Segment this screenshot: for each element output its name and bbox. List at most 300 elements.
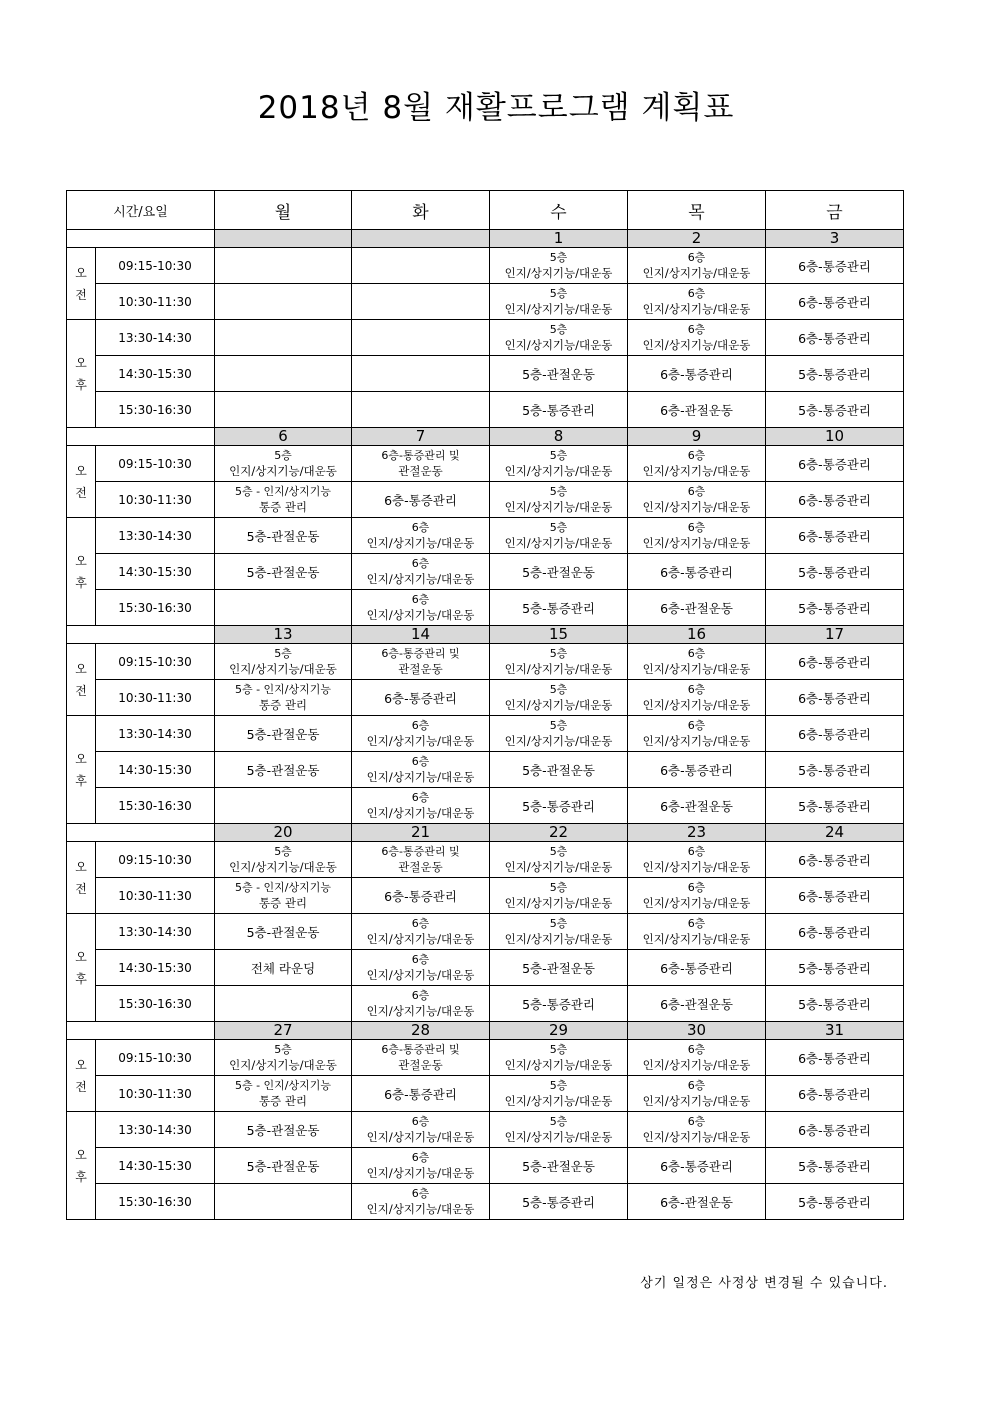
program-line-1: 6층 (411, 592, 430, 606)
program-cell-thu (628, 248, 766, 284)
schedule-body (67, 230, 904, 1220)
program-text: 6층-관절운동 (660, 600, 733, 616)
program-text: 6층-관절운동 (660, 798, 733, 814)
time-slot-label: 14:30-15:30 (96, 554, 215, 590)
program-cell-mon (215, 950, 352, 986)
date-cell-tue: 14 (352, 626, 490, 644)
program-cell-wed (490, 1076, 628, 1112)
program-line-2: 인지/상지기능/대운동 (366, 1129, 475, 1144)
program-text: 5층-통증관리 (798, 402, 871, 418)
program-cell-wed (490, 914, 628, 950)
program-cell-mon (215, 842, 352, 878)
program-cell-fri (766, 752, 904, 788)
program-line-1: 6층 (411, 1114, 430, 1128)
day-header-mon: 월 (215, 191, 352, 230)
program-line-1: 6층 (687, 448, 706, 462)
program-cell-wed (490, 356, 628, 392)
program-line-2: 통증 관리 (258, 697, 308, 712)
program-line-2: 인지/상지기능/대운동 (504, 1129, 613, 1144)
period-am: 오 전 (67, 1040, 96, 1112)
program-cell-mon (215, 986, 352, 1022)
program-text: 5층-통증관리 (522, 1194, 595, 1210)
program-text: 5층-관절운동 (522, 366, 595, 382)
program-line-2: 인지/상지기능/대운동 (504, 463, 613, 478)
program-cell-thu (628, 914, 766, 950)
program-cell-mon (215, 1148, 352, 1184)
program-cell-fri (766, 518, 904, 554)
program-text: 6층-통증관리 (384, 1086, 457, 1102)
time-slot-row (67, 1148, 904, 1184)
program-cell-fri (766, 320, 904, 356)
period-pm: 오 후 (67, 716, 96, 824)
program-cell-mon (215, 554, 352, 590)
program-cell-mon (215, 878, 352, 914)
date-cell-thu: 2 (628, 230, 766, 248)
time-slot-row (67, 320, 904, 356)
program-line-1: 6층 (411, 754, 430, 768)
program-line-1: 5층 (549, 250, 568, 264)
program-line-2: 인지/상지기능/대운동 (366, 1165, 475, 1180)
program-line-2: 통증 관리 (258, 895, 308, 910)
time-slot-label: 13:30-14:30 (96, 1112, 215, 1148)
time-slot-label: 10:30-11:30 (96, 284, 215, 320)
program-text: 5층-관절운동 (522, 1158, 595, 1174)
time-slot-label: 09:15-10:30 (96, 644, 215, 680)
program-cell-wed (490, 878, 628, 914)
date-cell-fri: 31 (766, 1022, 904, 1040)
program-line-2: 인지/상지기능/대운동 (504, 1057, 613, 1072)
program-cell-fri (766, 788, 904, 824)
program-cell-mon (215, 284, 352, 320)
program-cell-fri (766, 1148, 904, 1184)
date-row-spacer (67, 428, 215, 446)
time-slot-label: 09:15-10:30 (96, 446, 215, 482)
program-line-1: 5층 (549, 682, 568, 696)
time-slot-label: 10:30-11:30 (96, 680, 215, 716)
time-slot-row (67, 878, 904, 914)
date-row-spacer (67, 824, 215, 842)
program-line-2: 인지/상지기능/대운동 (642, 859, 751, 874)
program-text: 5층-관절운동 (246, 1158, 320, 1174)
program-cell-tue (352, 248, 490, 284)
program-line-2: 인지/상지기능/대운동 (366, 805, 475, 820)
program-cell-fri (766, 554, 904, 590)
program-line-1: 6층-통증관리 및 (381, 646, 460, 660)
program-cell-tue (352, 716, 490, 752)
program-line-2: 인지/상지기능/대운동 (642, 463, 751, 478)
program-cell-tue (352, 986, 490, 1022)
program-line-2: 관절운동 (398, 1057, 443, 1072)
program-cell-fri (766, 842, 904, 878)
program-line-2: 인지/상지기능/대운동 (504, 859, 613, 874)
time-slot-label: 14:30-15:30 (96, 356, 215, 392)
program-text: 5층-통증관리 (522, 600, 595, 616)
program-cell-wed (490, 950, 628, 986)
program-cell-wed (490, 716, 628, 752)
program-text: 5층-통증관리 (798, 762, 871, 778)
program-cell-fri (766, 644, 904, 680)
program-line-2: 인지/상지기능/대운동 (504, 931, 613, 946)
time-slot-row (67, 284, 904, 320)
header-row (67, 191, 904, 230)
footer-note: 상기 일정은 사정상 변경될 수 있습니다. (640, 1276, 888, 1291)
program-line-2: 통증 관리 (258, 1093, 308, 1108)
program-line-2: 인지/상지기능/대운동 (642, 733, 751, 748)
program-text: 6층-통증관리 (798, 690, 871, 706)
program-line-2: 인지/상지기능/대운동 (504, 337, 613, 352)
program-cell-fri (766, 1040, 904, 1076)
program-text: 5층-통증관리 (798, 1158, 871, 1174)
program-line-1: 6층 (687, 1114, 706, 1128)
program-cell-fri (766, 356, 904, 392)
program-cell-mon (215, 914, 352, 950)
date-row-spacer (67, 1022, 215, 1040)
program-line-1: 5층 (549, 1114, 568, 1128)
program-line-1: 6층 (687, 646, 706, 660)
program-line-2: 인지/상지기능/대운동 (642, 1129, 751, 1144)
time-slot-label: 15:30-16:30 (96, 788, 215, 824)
program-line-1: 6층 (687, 484, 706, 498)
time-slot-row (67, 392, 904, 428)
date-cell-mon: 20 (215, 824, 352, 842)
time-slot-label: 15:30-16:30 (96, 392, 215, 428)
program-cell-thu (628, 752, 766, 788)
program-line-2: 인지/상지기능/대운동 (504, 499, 613, 514)
program-line-1: 6층 (687, 520, 706, 534)
program-text: 5층-통증관리 (798, 1194, 871, 1210)
date-cell-tue (352, 230, 490, 248)
program-line-2: 인지/상지기능/대운동 (642, 1093, 751, 1108)
program-cell-fri (766, 1184, 904, 1220)
time-slot-row (67, 554, 904, 590)
time-slot-row (67, 1076, 904, 1112)
day-header-tue: 화 (352, 191, 490, 230)
program-cell-fri (766, 986, 904, 1022)
program-line-2: 인지/상지기능/대운동 (642, 265, 751, 280)
program-line-1: 5층 - 인지/상지기능 (234, 1078, 332, 1092)
program-line-2: 인지/상지기능/대운동 (229, 463, 337, 478)
program-line-2: 인지/상지기능/대운동 (504, 1093, 613, 1108)
program-cell-tue (352, 788, 490, 824)
time-slot-label: 14:30-15:30 (96, 950, 215, 986)
time-slot-row (67, 752, 904, 788)
program-text: 5층-관절운동 (246, 924, 320, 940)
program-text: 6층-통증관리 (798, 924, 871, 940)
program-cell-fri (766, 284, 904, 320)
program-cell-tue (352, 644, 490, 680)
date-cell-mon (215, 230, 352, 248)
program-cell-tue (352, 680, 490, 716)
date-cell-tue: 28 (352, 1022, 490, 1040)
program-line-2: 인지/상지기능/대운동 (366, 931, 475, 946)
program-text: 6층-통증관리 (660, 1158, 733, 1174)
program-cell-thu (628, 1112, 766, 1148)
program-cell-tue (352, 842, 490, 878)
date-cell-wed: 1 (490, 230, 628, 248)
program-cell-wed (490, 248, 628, 284)
program-text: 5층-관절운동 (522, 960, 595, 976)
program-text: 6층-통증관리 (798, 456, 871, 472)
program-line-2: 인지/상지기능/대운동 (642, 697, 751, 712)
program-cell-mon (215, 590, 352, 626)
program-cell-tue (352, 284, 490, 320)
program-line-1: 5층 (549, 646, 568, 660)
time-slot-label: 14:30-15:30 (96, 752, 215, 788)
time-slot-label: 15:30-16:30 (96, 986, 215, 1022)
program-cell-fri (766, 1076, 904, 1112)
date-cell-mon: 27 (215, 1022, 352, 1040)
program-text: 5층-관절운동 (246, 564, 320, 580)
program-cell-wed (490, 590, 628, 626)
program-text: 전체 라운딩 (250, 960, 316, 976)
time-slot-row (67, 914, 904, 950)
program-line-2: 인지/상지기능/대운동 (642, 1057, 751, 1072)
program-line-1: 6층-통증관리 및 (381, 1042, 460, 1056)
program-cell-fri (766, 878, 904, 914)
program-cell-wed (490, 986, 628, 1022)
program-cell-fri (766, 914, 904, 950)
program-line-2: 통증 관리 (258, 499, 308, 514)
program-cell-thu (628, 320, 766, 356)
program-text: 5층-통증관리 (522, 996, 595, 1012)
program-text: 5층-통증관리 (798, 798, 871, 814)
date-cell-thu: 23 (628, 824, 766, 842)
program-cell-wed (490, 554, 628, 590)
time-slot-row (67, 680, 904, 716)
program-line-2: 인지/상지기능/대운동 (366, 607, 475, 622)
period-am: 오 전 (67, 248, 96, 320)
program-line-2: 인지/상지기능/대운동 (504, 895, 613, 910)
program-line-2: 인지/상지기능/대운동 (504, 697, 613, 712)
program-line-1: 6층 (411, 790, 430, 804)
program-line-1: 6층 (687, 1042, 706, 1056)
program-cell-tue (352, 1112, 490, 1148)
program-cell-tue (352, 1076, 490, 1112)
program-line-1: 5층 (274, 844, 292, 858)
program-line-2: 인지/상지기능/대운동 (366, 1201, 475, 1216)
program-cell-thu (628, 590, 766, 626)
program-cell-fri (766, 392, 904, 428)
program-cell-tue (352, 1040, 490, 1076)
program-line-2: 인지/상지기능/대운동 (504, 265, 613, 280)
program-cell-thu (628, 950, 766, 986)
program-line-2: 인지/상지기능/대운동 (504, 661, 613, 676)
time-slot-row (67, 590, 904, 626)
time-slot-row (67, 518, 904, 554)
program-text: 6층-통증관리 (798, 528, 871, 544)
program-line-1: 6층 (687, 844, 706, 858)
time-slot-row (67, 482, 904, 518)
date-cell-fri: 17 (766, 626, 904, 644)
date-cell-tue: 21 (352, 824, 490, 842)
program-text: 6층-통증관리 (798, 492, 871, 508)
program-cell-wed (490, 680, 628, 716)
program-line-1: 6층 (687, 322, 706, 336)
program-text: 6층-관절운동 (660, 996, 733, 1012)
program-text: 5층-통증관리 (522, 798, 595, 814)
time-slot-label: 09:15-10:30 (96, 1040, 215, 1076)
program-line-1: 5층 (549, 322, 568, 336)
program-cell-wed (490, 788, 628, 824)
program-cell-thu (628, 986, 766, 1022)
program-text: 6층-통증관리 (798, 330, 871, 346)
time-slot-label: 13:30-14:30 (96, 320, 215, 356)
program-cell-mon (215, 680, 352, 716)
program-line-1: 6층 (411, 916, 430, 930)
program-text: 5층-관절운동 (246, 762, 320, 778)
program-line-1: 5층 - 인지/상지기능 (234, 880, 332, 894)
time-slot-row (67, 788, 904, 824)
date-cell-wed: 22 (490, 824, 628, 842)
program-line-1: 6층-통증관리 및 (381, 844, 460, 858)
program-text: 6층-관절운동 (660, 1194, 733, 1210)
program-line-1: 6층 (687, 718, 706, 732)
program-cell-thu (628, 446, 766, 482)
program-text: 6층-통증관리 (660, 564, 733, 580)
date-cell-fri: 3 (766, 230, 904, 248)
time-slot-label: 15:30-16:30 (96, 1184, 215, 1220)
program-line-2: 관절운동 (398, 463, 443, 478)
time-slot-row (67, 986, 904, 1022)
program-cell-thu (628, 1184, 766, 1220)
week-date-row (67, 626, 904, 644)
time-slot-label: 14:30-15:30 (96, 1148, 215, 1184)
program-line-2: 인지/상지기능/대운동 (504, 301, 613, 316)
program-cell-tue (352, 950, 490, 986)
program-text: 5층-통증관리 (798, 996, 871, 1012)
program-cell-thu (628, 284, 766, 320)
day-header-thu: 목 (628, 191, 766, 230)
program-line-2: 인지/상지기능/대운동 (366, 967, 475, 982)
program-line-2: 인지/상지기능/대운동 (642, 337, 751, 352)
program-line-2: 인지/상지기능/대운동 (504, 733, 613, 748)
program-line-1: 6층 (687, 286, 706, 300)
program-cell-mon (215, 482, 352, 518)
program-cell-thu (628, 680, 766, 716)
program-cell-wed (490, 1184, 628, 1220)
program-line-2: 인지/상지기능/대운동 (642, 301, 751, 316)
program-text: 6층-통증관리 (384, 690, 457, 706)
program-text: 5층-관절운동 (246, 528, 320, 544)
time-slot-row (67, 248, 904, 284)
period-am: 오 전 (67, 842, 96, 914)
time-slot-row (67, 1040, 904, 1076)
time-slot-row (67, 1112, 904, 1148)
program-text: 6층-통증관리 (798, 888, 871, 904)
program-cell-thu (628, 392, 766, 428)
program-line-1: 5층 - 인지/상지기능 (234, 484, 332, 498)
program-cell-wed (490, 752, 628, 788)
program-line-2: 인지/상지기능/대운동 (366, 733, 475, 748)
program-line-1: 6층 (411, 556, 430, 570)
time-slot-row (67, 644, 904, 680)
program-text: 6층-통증관리 (798, 1122, 871, 1138)
program-line-2: 인지/상지기능/대운동 (366, 769, 475, 784)
program-cell-thu (628, 1076, 766, 1112)
program-text: 6층-통증관리 (798, 1050, 871, 1066)
time-slot-label: 13:30-14:30 (96, 518, 215, 554)
time-day-header: 시간/요일 (67, 191, 215, 230)
program-cell-thu (628, 554, 766, 590)
program-cell-wed (490, 1112, 628, 1148)
date-cell-thu: 9 (628, 428, 766, 446)
program-line-1: 5층 (274, 448, 292, 462)
program-line-1: 5층 (549, 844, 568, 858)
program-cell-fri (766, 482, 904, 518)
program-line-1: 5층 (549, 916, 568, 930)
program-cell-tue (352, 554, 490, 590)
program-line-1: 6층 (687, 682, 706, 696)
program-cell-thu (628, 788, 766, 824)
program-line-1: 5층 (549, 520, 568, 534)
program-line-1: 6층 (411, 718, 430, 732)
program-cell-tue (352, 1148, 490, 1184)
program-line-1: 6층 (687, 1078, 706, 1092)
program-cell-mon (215, 716, 352, 752)
program-text: 5층-관절운동 (246, 726, 320, 742)
program-cell-mon (215, 1112, 352, 1148)
program-cell-tue (352, 392, 490, 428)
time-slot-label: 13:30-14:30 (96, 716, 215, 752)
program-cell-thu (628, 518, 766, 554)
program-text: 6층-통증관리 (798, 258, 871, 274)
program-cell-fri (766, 950, 904, 986)
program-text: 5층-관절운동 (522, 564, 595, 580)
time-slot-row (67, 1184, 904, 1220)
program-line-1: 5층 (549, 880, 568, 894)
program-cell-fri (766, 248, 904, 284)
program-line-2: 인지/상지기능/대운동 (642, 661, 751, 676)
program-line-1: 6층 (411, 1186, 430, 1200)
program-cell-fri (766, 716, 904, 752)
schedule-table (66, 190, 904, 1220)
program-cell-mon (215, 644, 352, 680)
program-cell-wed (490, 842, 628, 878)
program-line-2: 인지/상지기능/대운동 (229, 661, 337, 676)
program-line-1: 5층 (549, 286, 568, 300)
period-pm: 오 후 (67, 914, 96, 1022)
time-slot-label: 10:30-11:30 (96, 1076, 215, 1112)
program-cell-mon (215, 752, 352, 788)
program-text: 6층-관절운동 (660, 402, 733, 418)
program-text: 6층-통증관리 (798, 294, 871, 310)
program-text: 6층-통증관리 (660, 366, 733, 382)
program-text: 5층-통증관리 (798, 366, 871, 382)
program-cell-mon (215, 1184, 352, 1220)
program-line-1: 5층 (549, 718, 568, 732)
program-line-1: 6층 (411, 1150, 430, 1164)
program-text: 6층-통증관리 (798, 654, 871, 670)
program-line-2: 인지/상지기능/대운동 (229, 1057, 337, 1072)
time-slot-row (67, 356, 904, 392)
program-cell-thu (628, 842, 766, 878)
program-cell-tue (352, 752, 490, 788)
program-cell-tue (352, 914, 490, 950)
program-cell-mon (215, 356, 352, 392)
week-date-row (67, 1022, 904, 1040)
date-cell-mon: 6 (215, 428, 352, 446)
program-cell-tue (352, 878, 490, 914)
time-slot-row (67, 716, 904, 752)
program-cell-fri (766, 446, 904, 482)
program-text: 6층-통증관리 (384, 888, 457, 904)
date-cell-fri: 10 (766, 428, 904, 446)
program-line-1: 6층 (411, 520, 430, 534)
program-cell-mon (215, 1076, 352, 1112)
program-cell-tue (352, 1184, 490, 1220)
program-cell-tue (352, 320, 490, 356)
program-line-2: 인지/상지기능/대운동 (366, 535, 475, 550)
